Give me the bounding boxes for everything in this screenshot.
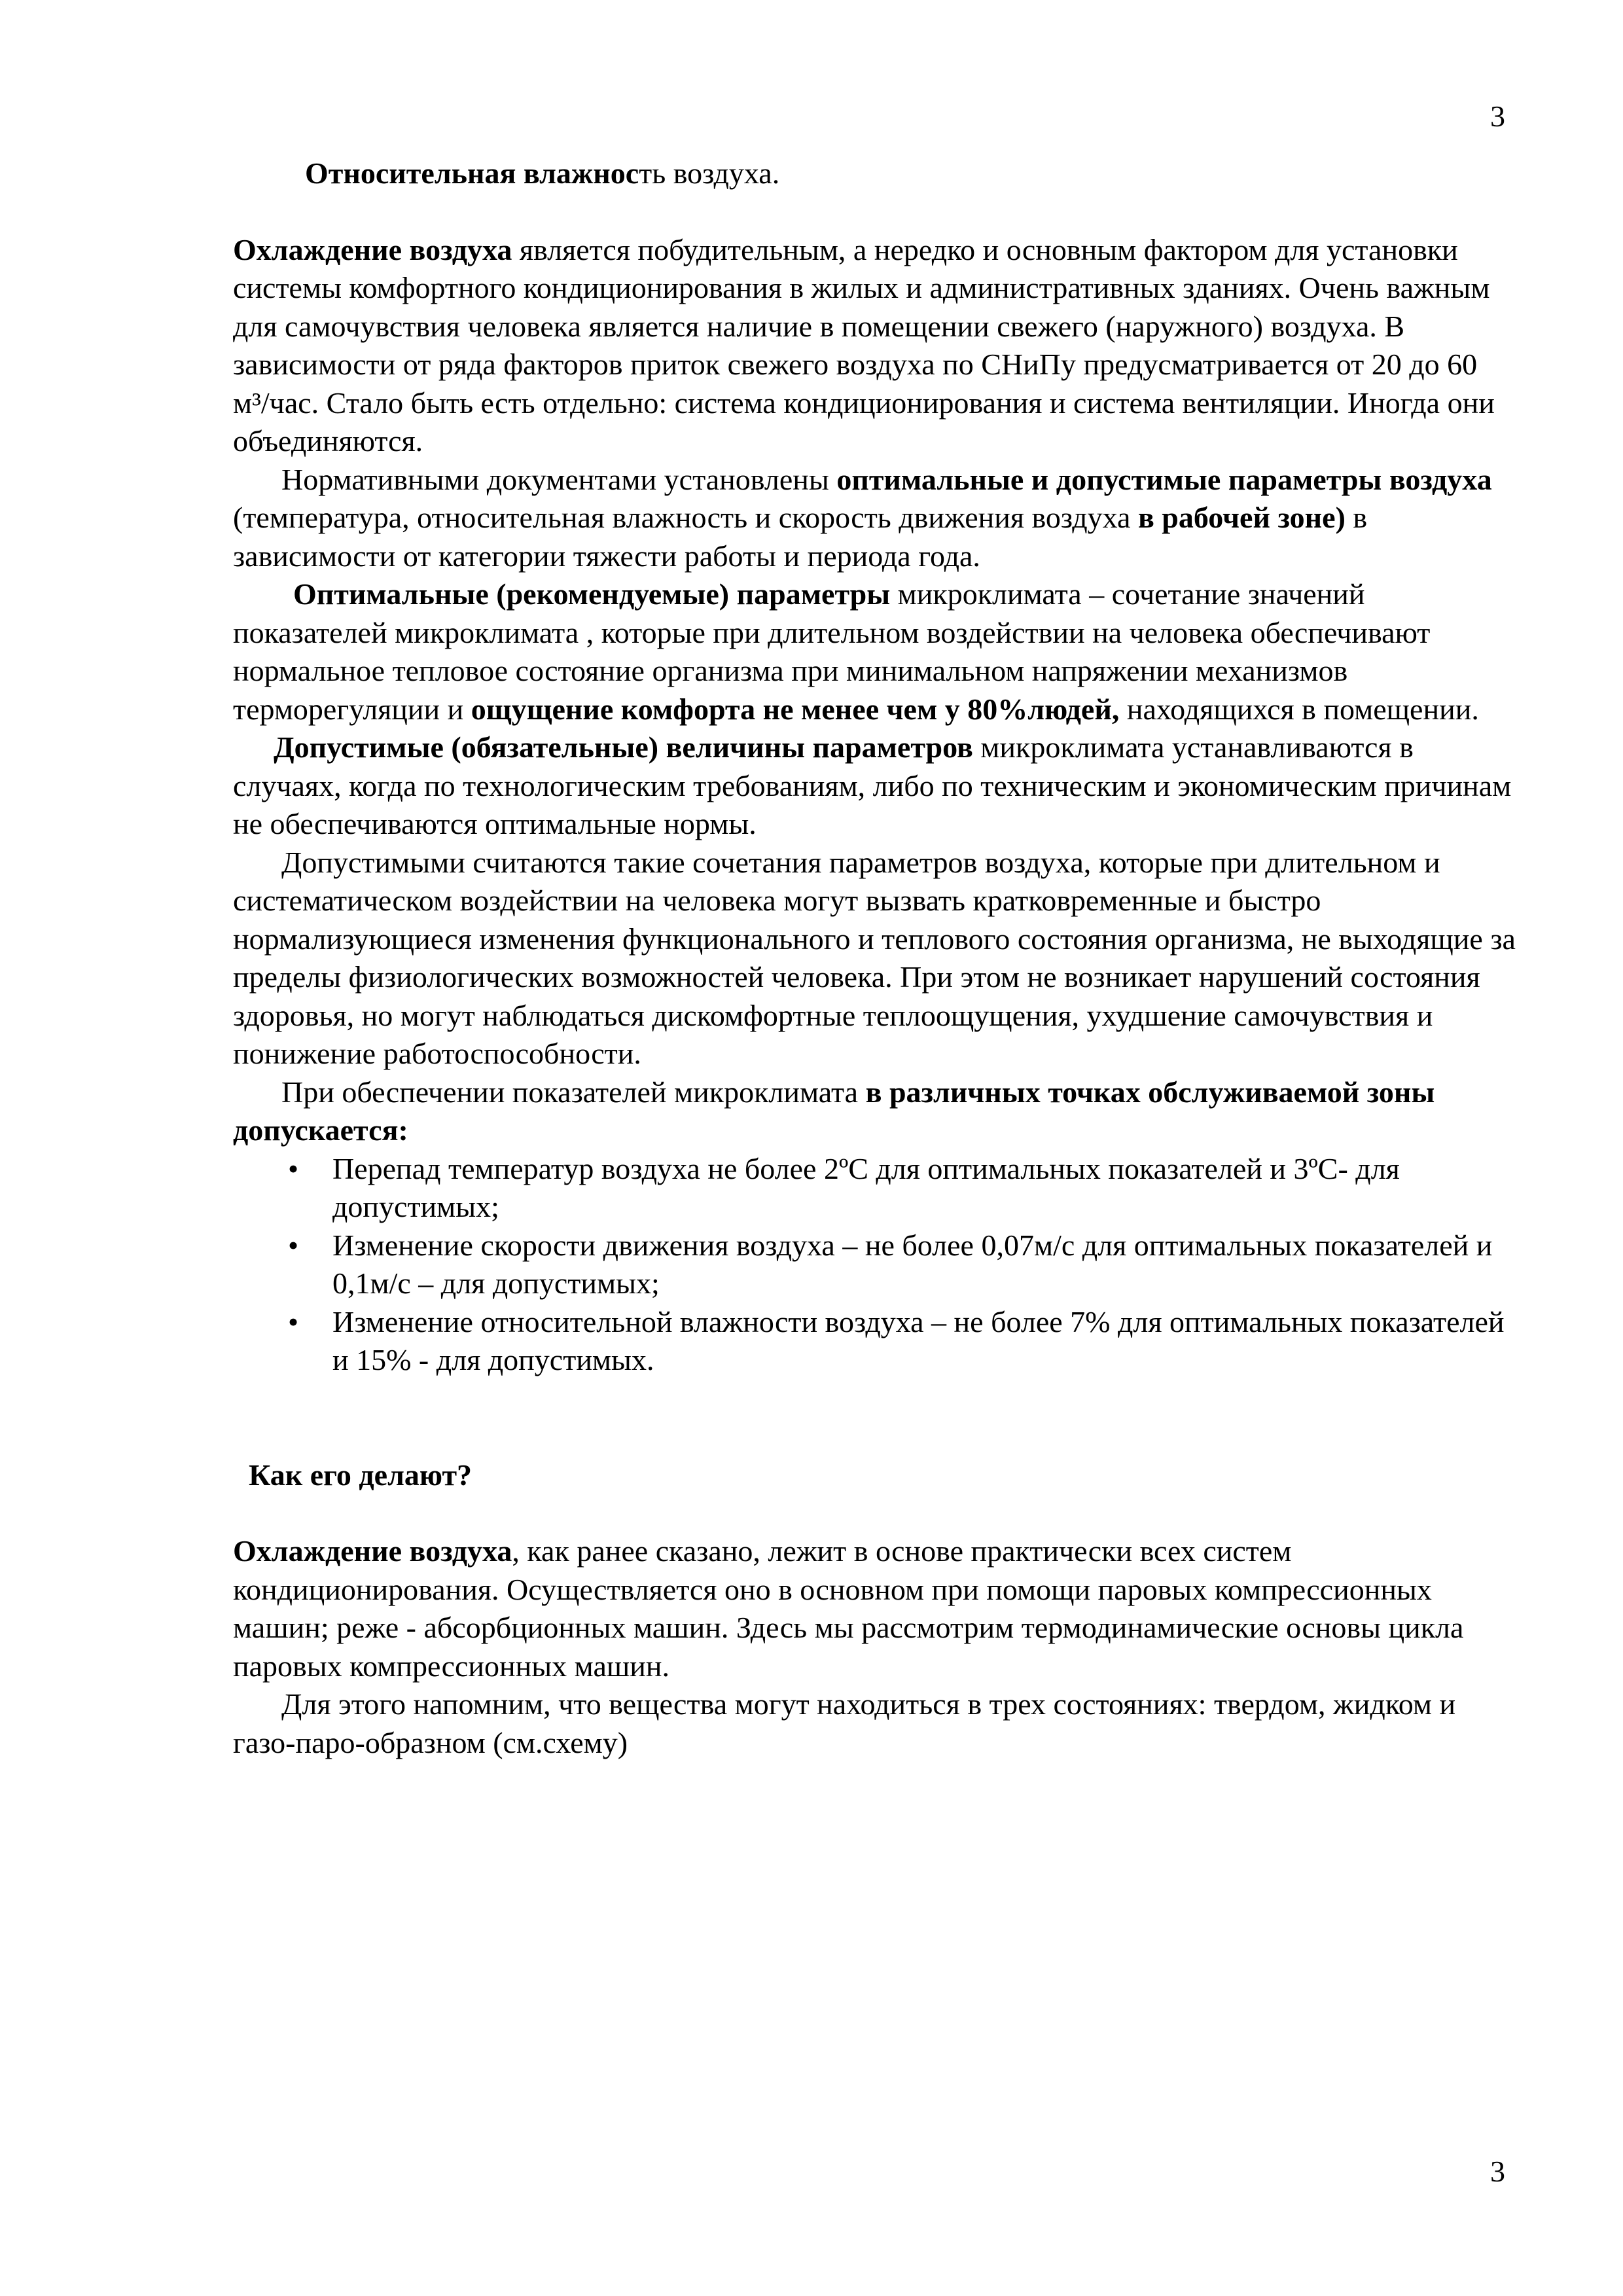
paragraph-permissible-definition [233, 844, 1516, 1073]
heading-normal-part: ть воздуха. [639, 156, 780, 190]
bold-term: Охлаждение воздуха [233, 1534, 512, 1568]
bold-term: Охлаждение воздуха [233, 232, 512, 266]
heading-text: Как его делают? [249, 1458, 473, 1492]
heading-bold-part: Относительная влажнос [305, 156, 639, 190]
page-number-top: 3 [1490, 99, 1505, 133]
bold-term: ощущение комфорта не менее чем у 80%людей, [471, 692, 1120, 726]
paragraph-text: Нормативными документами установлены [281, 462, 837, 496]
heading-how-it-is-made [233, 1456, 1516, 1495]
spacer [233, 193, 1516, 231]
requirements-list [233, 1150, 1516, 1380]
paragraph-optimal-parameters [233, 575, 1516, 728]
paragraph-text: микроклимата – сочетание значений показателей микроклимата , которые при длительном воздействии на человека обеспечивают нормальное тепловое состояние организма при минимальном напряжении механизмов терморегуляции и [233, 577, 1431, 726]
spacer [233, 1494, 1516, 1532]
paragraph-cooling-basics [233, 1532, 1516, 1685]
paragraph-service-zone [233, 1073, 1516, 1150]
paragraph-text: (температура, относительная влажность и скорость движения воздуха [233, 501, 1138, 534]
paragraph-states-of-matter [233, 1685, 1516, 1762]
paragraph-text: , как ранее сказано, лежит в основе практически всех систем кондиционирования. Осуществляется оно в основном при помощи паровых компрессионных машин; реже - абсорбционных машин. Здесь мы рассмотрим термодинамические основы цикла паровых компрессионных машин. [233, 1534, 1464, 1683]
paragraph-text: является побудительным, а нередко и основным фактором для установки системы комфортного кондиционирования в жилых и административных зданиях. Очень важным для самочувствия человека является наличие в помещении свежего (наружного) воздуха. В зависимости от ряда факторов приток свежего воздуха по СНиПу предусматривается от 20 до 60 м³/час. Стало быть есть отдельно: система кондиционирования и система вентиляции. Иногда они объединяются. [233, 232, 1495, 457]
bold-term: Оптимальные (рекомендуемые) параметры [293, 577, 891, 611]
paragraph-text: Для этого напомним, что вещества могут находиться в трех состояниях: твердом, жидком и газо-паро-образном (см.схему) [233, 1687, 1456, 1759]
list-item-text: Изменение относительной влажности воздуха – не более 7% для оптимальных показателей и 15% - для допустимых. [332, 1304, 1505, 1376]
paragraph-text: в зависимости от категории тяжести работы и периода года. [233, 501, 1368, 573]
spacer [233, 1380, 1516, 1456]
paragraph-text: находящихся в помещении. [1119, 692, 1479, 726]
bold-term: оптимальные и допустимые параметры воздуха [836, 462, 1492, 496]
paragraph-text: При обеспечении показателей микроклимата [281, 1075, 866, 1109]
paragraph-permissible-parameters [233, 728, 1516, 844]
list-item [233, 1150, 1516, 1227]
paragraph-air-cooling [233, 231, 1516, 461]
bullet-icon: • [287, 1304, 299, 1338]
list-item [233, 1227, 1516, 1303]
paragraph-text: микроклимата устанавливаются в случаях, когда по технологическим требованиям, либо по техническим и экономическим причинам не обеспечиваются оптимальные нормы. [233, 730, 1512, 840]
bold-term: в рабочей зоне) [1137, 501, 1346, 534]
list-item-text: Изменение скорости движения воздуха – не более 0,07м/с для оптимальных показателей и 0,1м/с – для допустимых; [332, 1228, 1493, 1300]
paragraph-text: Допустимыми считаются такие сочетания параметров воздуха, которые при длительном и систематическом воздействии на человека могут вызвать кратковременные и быстро нормализующиеся изменения функционального и теплового состояния организма, не выходящие за пределы физиологических возможностей человека. При этом не возникает нарушений состояния здоровья, но могут наблюдаться дискомфортные теплоощущения, ухудшение самочувствия и понижение работоспособности. [233, 845, 1516, 1070]
bold-term: Допустимые (обязательные) величины параметров [274, 730, 973, 764]
page-number-bottom: 3 [1490, 2155, 1505, 2188]
bold-term: в различных точках обслуживаемой зоны допускается: [233, 1075, 1435, 1147]
list-item-text: Перепад температур воздуха не более 2ºС для оптимальных показателей и 3ºС- для допустимых; [332, 1151, 1400, 1223]
bullet-icon: • [287, 1228, 299, 1262]
list-item [233, 1303, 1516, 1380]
document-body [233, 154, 1516, 1762]
heading-relative-humidity [233, 154, 1516, 193]
bullet-icon: • [287, 1151, 299, 1185]
paragraph-normative-documents [233, 461, 1516, 576]
